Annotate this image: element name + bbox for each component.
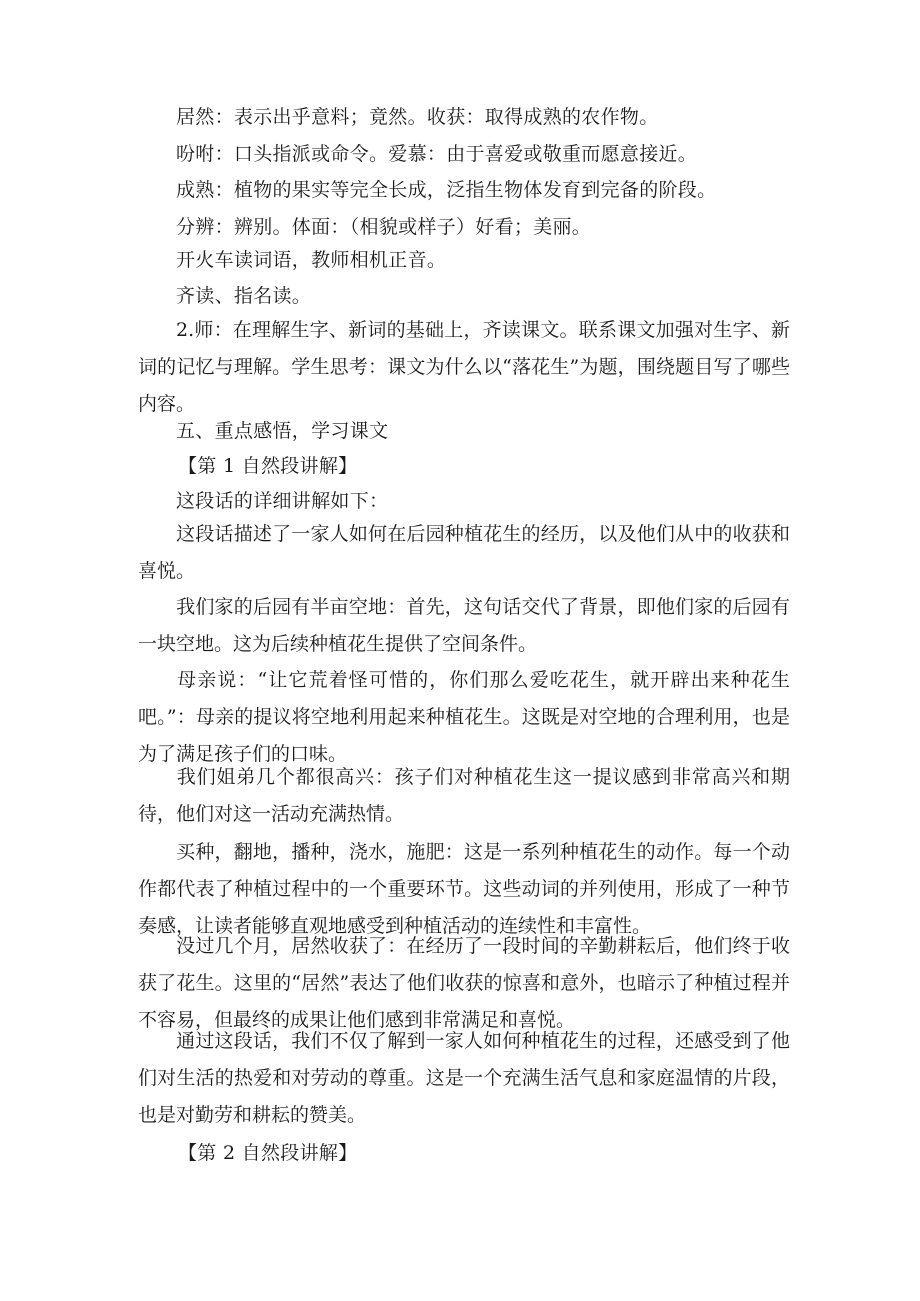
explanation-paragraph-2: 我们家的后园有半亩空地：首先，这句话交代了背景，即他们家的后园有一块空地。这为后续种植花生提供了空间条件。 — [138, 596, 790, 655]
paragraph-1-heading: 【第 1 自然段讲解】 — [178, 455, 358, 477]
explanation-paragraph-1: 这段话描述了一家人如何在后园种植花生的经历，以及他们从中的收获和喜悦。 — [138, 523, 790, 582]
vocab-line-1: 居然：表示出乎意料；竟然。收获：取得成熟的农作物。 — [176, 106, 659, 128]
instruction-line-2: 齐读、指名读。 — [176, 285, 312, 307]
vocab-line-4: 分辨：辨别。体面：（相貌或样子）好看；美丽。 — [176, 216, 592, 238]
section-2-text: 师：在理解生字、新词的基础上，齐读课文。联系课文加强对生字、新词的记忆与理解。学生思考：课文为什么以“落花生”为题，围绕题目写了哪些内容。 — [138, 319, 790, 415]
explanation-intro: 这段话的详细讲解如下： — [176, 490, 389, 512]
explanation-paragraph-7: 通过这段话，我们不仅了解到一家人如何种植花生的过程，还感受到了他们对生活的热爱和对劳动的尊重。这是一个充满生活气息和家庭温情的片段，也是对勤劳和耕耘的赞美。 — [138, 1030, 790, 1126]
explanation-paragraph-5: 买种，翻地，播种，浇水，施肥：这是一系列种植花生的动作。每一个动作都代表了种植过程中的一个重要环节。这些动词的并列使用，形成了一种节奏感，让读者能够直观地感受到种植活动的连续性和丰富性。 — [138, 841, 790, 937]
explanation-paragraph-4: 我们姐弟几个都很高兴：孩子们对种植花生这一提议感到非常高兴和期待，他们对这一活动充满热情。 — [138, 766, 790, 825]
section-2-number: 2. — [176, 319, 195, 341]
instruction-line-1: 开火车读词语，教师相机正音。 — [176, 249, 447, 271]
explanation-paragraph-3: 母亲说：“让它荒着怪可惜的，你们那么爱吃花生，就开辟出来种花生吧。”：母亲的提议将空地利用起来种植花生。这既是对空地的合理利用，也是为了满足孩子们的口味。 — [138, 669, 790, 765]
section-2-paragraph — [138, 312, 790, 423]
paragraph-2-heading: 【第 2 自然段讲解】 — [178, 1142, 358, 1164]
vocab-line-2: 吩咐：口头指派或命令。爱慕：由于喜爱或敬重而愿意接近。 — [176, 143, 698, 165]
section-5-title: 五、重点感悟，学习课文 — [176, 420, 389, 442]
explanation-paragraph-6: 没过几个月，居然收获了：在经历了一段时间的辛勤耕耘后，他们终于收获了花生。这里的“居然”表达了他们收获的惊喜和意外，也暗示了种植过程并不容易，但最终的成果让他们感到非常满足和喜悦。 — [138, 935, 790, 1031]
vocab-line-3: 成熟：植物的果实等完全长成，泛指生物体发育到完备的阶段。 — [176, 179, 717, 201]
